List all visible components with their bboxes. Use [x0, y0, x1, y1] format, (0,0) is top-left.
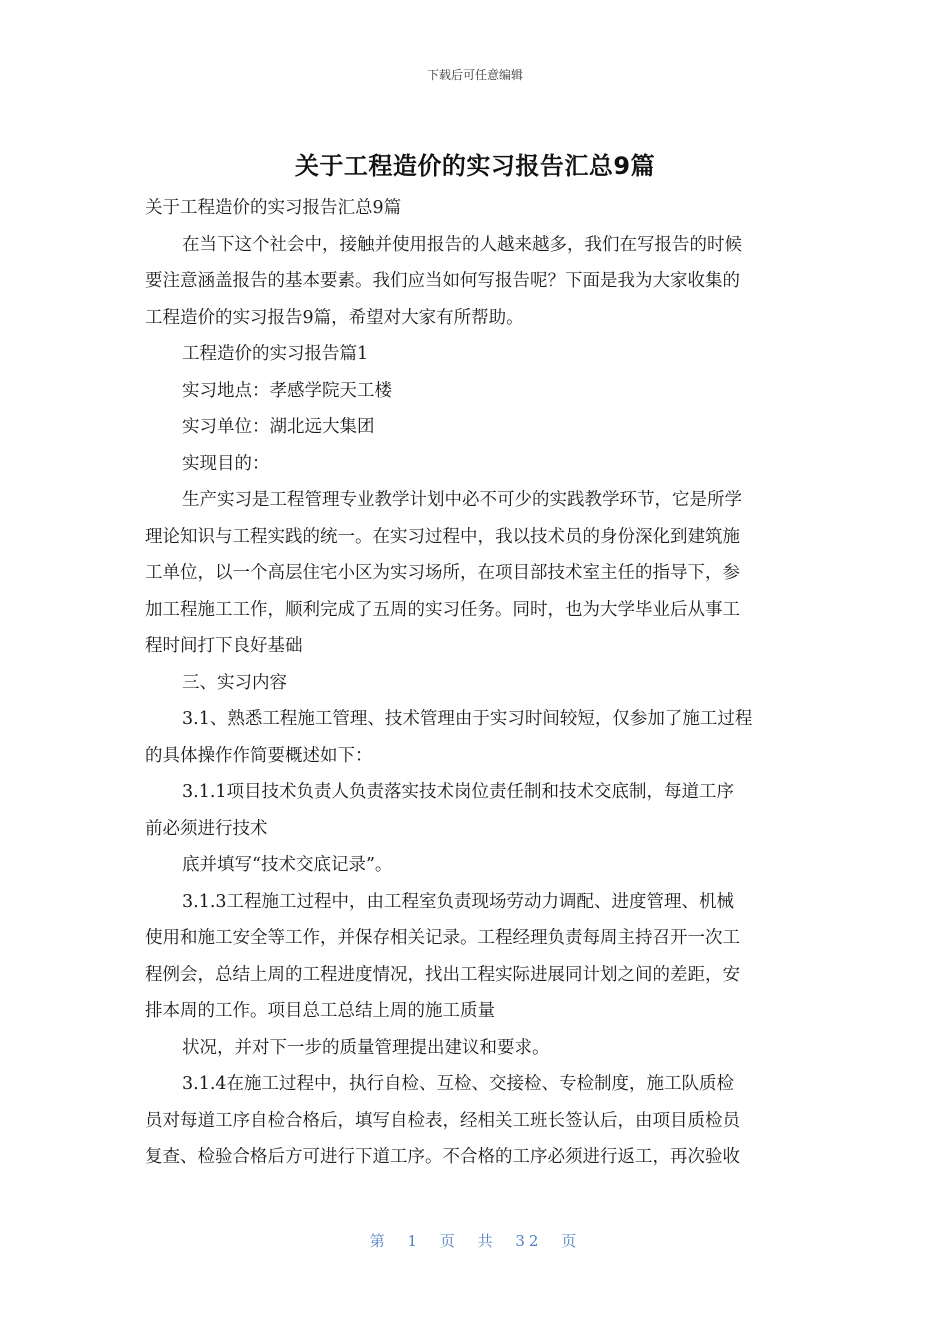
paragraph-line: 复查、检验合格后方可进行下道工序。不合格的工序必须进行返工，再次验收: [145, 1147, 740, 1167]
paragraph-line: 状况，并对下一步的质量管理提出建议和要求。: [182, 1037, 550, 1058]
paragraph-line: 员对每道工序自检合格后，填写自检表，经相关工班长签认后，由项目质检员: [145, 1110, 740, 1131]
document-body: [145, 190, 810, 1176]
paragraph-line: 程时间打下良好基础: [145, 636, 303, 656]
paragraph-line: 使用和施工安全等工作，并保存相关记录。工程经理负责每周主持召开一次工: [145, 928, 740, 948]
paragraph-line: 工单位，以一个高层住宅小区为实习场所，在项目部技术室主任的指导下，参: [145, 563, 740, 583]
paragraph-line: 实习地点：孝感学院天工楼: [182, 380, 392, 401]
paragraph-line: 生产实习是工程管理专业教学计划中必不可少的实践教学环节，它是所学: [182, 490, 742, 510]
paragraph-line: 三、实习内容: [182, 672, 287, 693]
paragraph-line: 理论知识与工程实践的统一。在实习过程中，我以技术员的身份深化到建筑施: [145, 526, 740, 547]
paragraph-line: 排本周的工作。项目总工总结上周的施工质量: [145, 1001, 495, 1021]
paragraph-line: 底并填写“技术交底记录”。: [182, 855, 393, 875]
paragraph-line: 的具体操作作简要概述如下：: [145, 745, 373, 766]
paragraph-line: 前必须进行技术: [145, 818, 268, 839]
paragraph-line: 程例会，总结上周的工程进度情况，找出工程实际进展同计划之间的差距，安: [145, 964, 740, 985]
paragraph-line: 在当下这个社会中，接触并使用报告的人越来越多，我们在写报告的时候: [182, 234, 742, 255]
paragraph-line: 3.1、熟悉工程施工管理、技术管理由于实习时间较短，仅参加了施工过程: [182, 709, 753, 729]
paragraph-line: 工程造价的实习报告9篇，希望对大家有所帮助。: [145, 307, 524, 328]
paragraph-line: 加工程施工工作，顺利完成了五周的实习任务。同时，也为大学毕业后从事工: [145, 599, 740, 620]
paragraph-line: 实习单位：湖北远大集团: [182, 417, 375, 437]
paragraph-line: 3.1.1项目技术负责人负责落实技术岗位责任制和技术交底制，每道工序: [182, 782, 735, 802]
paragraph-line: 3.1.4在施工过程中，执行自检、互检、交接检、专检制度，施工队质检: [182, 1074, 735, 1094]
paragraph-line: 关于工程造价的实习报告汇总9篇: [145, 198, 402, 218]
paragraph-line: 工程造价的实习报告篇1: [182, 344, 369, 364]
paragraph-line: 3.1.3工程施工过程中，由工程室负责现场劳动力调配、进度管理、机械: [182, 891, 735, 912]
page-number-footer: 第 1 页 共 32 页: [369, 1232, 581, 1250]
paragraph-line: 要注意涵盖报告的基本要素。我们应当如何写报告呢？下面是我为大家收集的: [145, 271, 740, 291]
document-title: 关于工程造价的实习报告汇总9篇: [294, 152, 656, 180]
header-note: 下载后可任意编辑: [426, 68, 523, 82]
paragraph-line: 实现目的：: [182, 453, 270, 474]
